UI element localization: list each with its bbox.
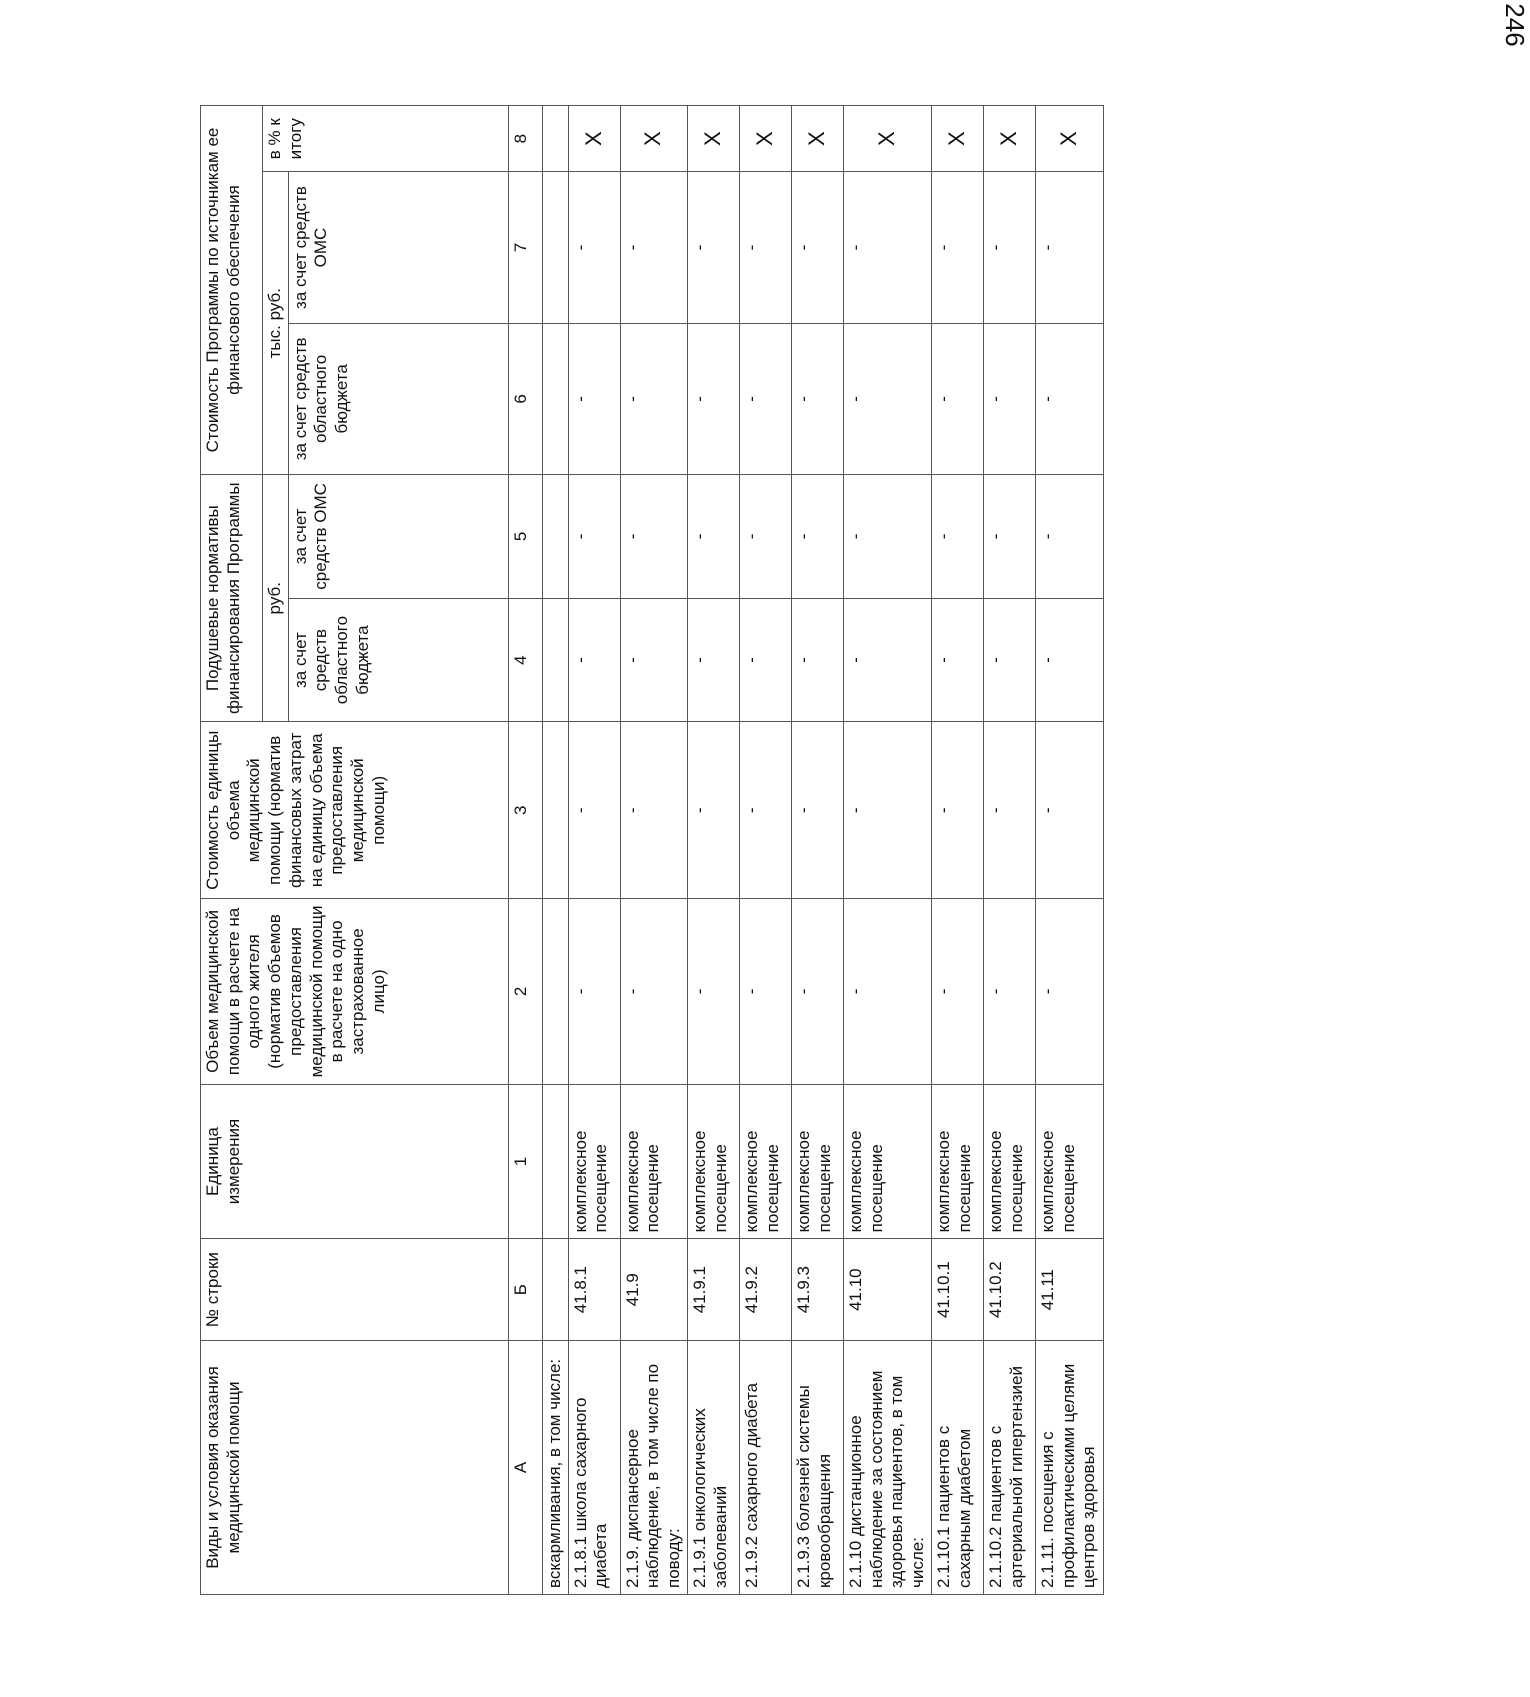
row-unit: комплексное посещение: [620, 1084, 687, 1239]
row-number: 41.9.3: [791, 1239, 843, 1341]
table-row: [620, 106, 687, 1595]
header-regional-budget-cost: за счет средств областного бюджета: [288, 323, 508, 474]
row-norm-oms: -: [739, 475, 791, 599]
row-norm-oms: -: [843, 475, 931, 599]
row-norm-regional: -: [983, 598, 1035, 722]
row-volume: -: [843, 899, 931, 1085]
row-label: 2.1.9.2 сахарного диабета: [739, 1340, 791, 1594]
row-number: 41.9: [620, 1239, 687, 1341]
row-unit: комплексное посещение: [568, 1084, 620, 1239]
row-percent: [542, 106, 568, 172]
row-unit-cost: -: [739, 722, 791, 899]
row-unit: комплексное посещение: [931, 1084, 983, 1239]
header-unit-cost: Стоимость единицы объема медицинской помощи (норматив финансовых затрат на единицу объема предоставления медицинской помощи): [201, 722, 509, 899]
row-unit: комплексное посещение: [687, 1084, 739, 1239]
row-number: 41.8.1: [568, 1239, 620, 1341]
row-label: 2.1.9. диспансерное наблюдение, в том числе по поводу:: [620, 1340, 687, 1594]
row-unit: [542, 1084, 568, 1239]
row-norm-regional: -: [739, 598, 791, 722]
row-cost-regional: -: [739, 323, 791, 474]
col-number: 6: [508, 323, 542, 474]
row-cost-oms: -: [983, 172, 1035, 323]
row-unit: комплексное посещение: [739, 1084, 791, 1239]
row-norm-regional: -: [687, 598, 739, 722]
row-unit-cost: -: [791, 722, 843, 899]
row-cost-regional: [542, 323, 568, 474]
row-percent: X: [983, 106, 1035, 172]
row-volume: -: [791, 899, 843, 1085]
row-number: [542, 1239, 568, 1341]
row-unit: комплексное посещение: [983, 1084, 1035, 1239]
row-cost-oms: [542, 172, 568, 323]
row-cost-oms: -: [739, 172, 791, 323]
row-label: вскармливания, в том числе:: [542, 1340, 568, 1594]
row-norm-regional: -: [568, 598, 620, 722]
col-number: 1: [508, 1084, 542, 1239]
table-row: [568, 106, 620, 1595]
row-volume: -: [620, 899, 687, 1085]
row-unit-cost: -: [620, 722, 687, 899]
table-row: [791, 106, 843, 1595]
row-percent: X: [739, 106, 791, 172]
row-unit-cost: -: [843, 722, 931, 899]
row-cost-regional: -: [983, 323, 1035, 474]
row-cost-regional: -: [791, 323, 843, 474]
row-label: 2.1.8.1 школа сахарного диабета: [568, 1340, 620, 1594]
row-norm-oms: -: [620, 475, 687, 599]
row-cost-oms: -: [620, 172, 687, 323]
row-volume: -: [568, 899, 620, 1085]
row-volume: -: [983, 899, 1035, 1085]
col-number: 5: [508, 475, 542, 599]
row-number: 41.9.1: [687, 1239, 739, 1341]
header-oms-cost: за счет средств ОМС: [288, 172, 508, 323]
row-norm-oms: -: [568, 475, 620, 599]
row-number: 41.10.1: [931, 1239, 983, 1341]
row-volume: -: [739, 899, 791, 1085]
row-percent: X: [568, 106, 620, 172]
row-label: 2.1.10.1 пациентов с сахарным диабетом: [931, 1340, 983, 1594]
row-label: 2.1.11. посещения с профилактическими целями центров здоровья: [1035, 1340, 1103, 1594]
financing-table: [200, 105, 1104, 1595]
col-number: 7: [508, 172, 542, 323]
row-norm-regional: -: [931, 598, 983, 722]
row-percent: X: [687, 106, 739, 172]
row-number: 41.10.2: [983, 1239, 1035, 1341]
row-percent: X: [1035, 106, 1103, 172]
row-percent: X: [843, 106, 931, 172]
row-cost-oms: -: [931, 172, 983, 323]
col-number: А: [508, 1340, 542, 1594]
row-norm-oms: -: [931, 475, 983, 599]
table-row: [983, 106, 1035, 1595]
header-unit-rub: руб.: [263, 475, 289, 722]
row-unit-cost: [542, 722, 568, 899]
header-unit: Единица измерения: [201, 1084, 509, 1239]
row-number: 41.10: [843, 1239, 931, 1341]
row-unit-cost: -: [1035, 722, 1103, 899]
row-cost-regional: -: [931, 323, 983, 474]
header-unit-thousand-rub: тыс. руб.: [263, 172, 289, 475]
col-number: 2: [508, 899, 542, 1085]
rotated-table-container: [200, 105, 1099, 1595]
table-row: [1035, 106, 1103, 1595]
row-norm-oms: -: [791, 475, 843, 599]
header-regional-budget-norm: за счет средств областного бюджета: [288, 598, 508, 722]
row-unit: комплексное посещение: [843, 1084, 931, 1239]
row-cost-regional: -: [843, 323, 931, 474]
row-cost-oms: -: [687, 172, 739, 323]
row-label: 2.1.9.1 онкологических заболеваний: [687, 1340, 739, 1594]
table-row: [931, 106, 983, 1595]
header-row-number: № строки: [201, 1239, 509, 1341]
row-cost-regional: -: [1035, 323, 1103, 474]
header-percent-total: в % к итогу: [263, 106, 509, 172]
row-unit-cost: -: [687, 722, 739, 899]
header-oms-norm: за счет средств ОМС: [288, 475, 508, 599]
row-percent: X: [791, 106, 843, 172]
col-number: Б: [508, 1239, 542, 1341]
row-cost-regional: -: [620, 323, 687, 474]
row-norm-regional: -: [620, 598, 687, 722]
row-unit-cost: -: [931, 722, 983, 899]
row-cost-oms: -: [1035, 172, 1103, 323]
row-norm-regional: -: [791, 598, 843, 722]
row-number: 41.9.2: [739, 1239, 791, 1341]
row-cost-oms: -: [791, 172, 843, 323]
col-number: 8: [508, 106, 542, 172]
table-row: [843, 106, 931, 1595]
row-label: 2.1.10.2 пациентов с артериальной гипертензией: [983, 1340, 1035, 1594]
row-percent: X: [620, 106, 687, 172]
row-cost-regional: -: [568, 323, 620, 474]
col-number: 4: [508, 598, 542, 722]
row-cost-regional: -: [687, 323, 739, 474]
row-label: 2.1.9.3 болезней системы кровообращения: [791, 1340, 843, 1594]
table-row: [739, 106, 791, 1595]
row-volume: -: [687, 899, 739, 1085]
page-number: 246: [1500, 3, 1530, 47]
row-volume: [542, 899, 568, 1085]
col-number: 3: [508, 722, 542, 899]
header-types-of-care: Виды и условия оказания медицинской помощи: [201, 1340, 509, 1594]
row-norm-regional: -: [1035, 598, 1103, 722]
row-number: 41.11: [1035, 1239, 1103, 1341]
row-unit: комплексное посещение: [1035, 1084, 1103, 1239]
row-percent: X: [931, 106, 983, 172]
row-norm-oms: -: [687, 475, 739, 599]
row-unit: комплексное посещение: [791, 1084, 843, 1239]
row-norm-oms: -: [1035, 475, 1103, 599]
row-norm-oms: -: [983, 475, 1035, 599]
row-unit-cost: -: [983, 722, 1035, 899]
row-unit-cost: -: [568, 722, 620, 899]
table-row: [542, 106, 568, 1595]
row-cost-oms: -: [843, 172, 931, 323]
header-program-cost: Стоимость Программы по источникам ее финансового обеспечения: [201, 106, 263, 475]
row-volume: -: [931, 899, 983, 1085]
row-norm-oms: [542, 475, 568, 599]
row-cost-oms: -: [568, 172, 620, 323]
header-volume: Объем медицинской помощи в расчете на одного жителя (норматив объемов предоставления медицинской помощи в расчете на одно застрахованное лицо): [201, 899, 509, 1085]
row-volume: -: [1035, 899, 1103, 1085]
table-row: [687, 106, 739, 1595]
row-norm-regional: -: [843, 598, 931, 722]
header-per-capita-norms: Подушевые нормативы финансирования Программы: [201, 475, 263, 722]
row-label: 2.1.10 дистанционное наблюдение за состоянием здоровья пациентов, в том числе:: [843, 1340, 931, 1594]
row-norm-regional: [542, 598, 568, 722]
